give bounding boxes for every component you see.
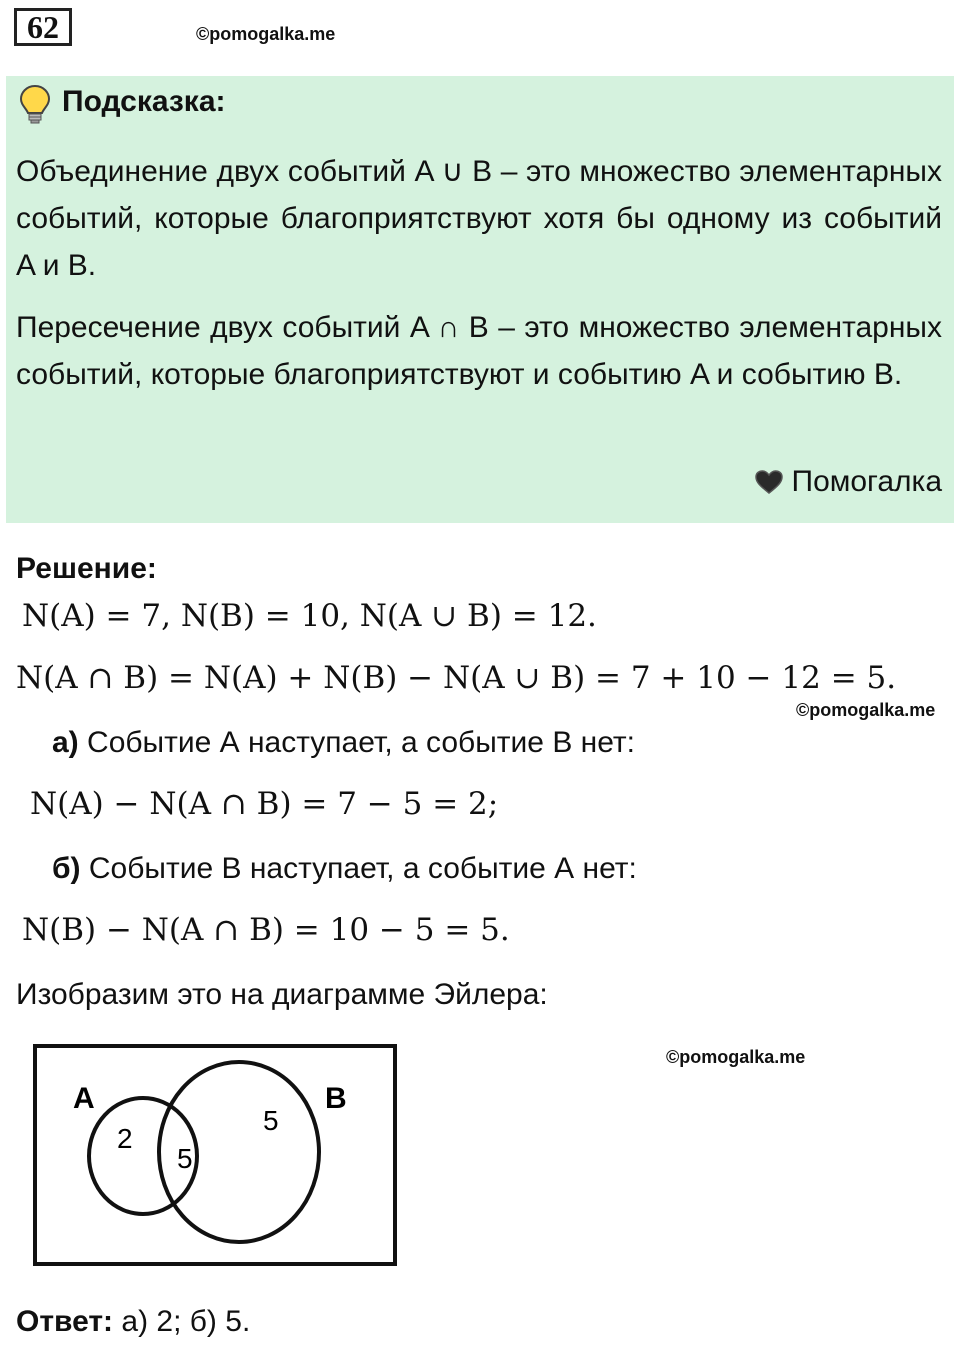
equation-intersection: N(A ∩ B) = N(A) + N(B) − N(A ∪ B) = 7 + 10 − 12 = 5. (16, 660, 897, 696)
heart-icon (754, 469, 784, 495)
task-number: 62 (14, 8, 72, 46)
solution-heading: Решение: (16, 552, 157, 585)
hint-paragraph-union: Объединение двух событий A ∪ B – это множество элементарных событий, которые благоприятствуют хотя бы одному из событий A и B. (16, 155, 942, 282)
hint-title: Подсказка: (62, 85, 226, 118)
part-a-description: Событие А наступает, а событие В нет: (78, 726, 635, 759)
answer-label: Ответ: (16, 1305, 114, 1338)
watermark: ©pomogalka.me (196, 24, 336, 44)
hint-paragraph-intersection: Пересечение двух событий A ∩ B – это множество элементарных событий, которые благоприятствуют и событию A и событию B. (16, 311, 942, 391)
part-a-text (52, 726, 635, 760)
signature-text: Помогалка (791, 465, 942, 498)
part-b-text (52, 852, 637, 886)
answer-text: а) 2; б) 5. (113, 1305, 251, 1338)
label-b: B (325, 1082, 347, 1115)
equation-part-a: N(A) − N(A ∩ B) = 7 − 5 = 2; (30, 786, 499, 822)
equation-part-b: N(B) − N(A ∩ B) = 10 − 5 = 5. (22, 912, 510, 948)
answer (16, 1305, 250, 1339)
hint-box (6, 76, 954, 523)
watermark: ©pomogalka.me (666, 1047, 806, 1067)
value-only-b: 5 (263, 1105, 279, 1136)
value-only-a: 2 (117, 1123, 133, 1154)
label-a: A (73, 1082, 95, 1115)
hint-signature (754, 465, 943, 499)
watermark: ©pomogalka.me (796, 700, 936, 720)
lightbulb-icon (18, 84, 52, 126)
euler-diagram (33, 1044, 397, 1266)
value-intersection: 5 (177, 1143, 193, 1174)
part-b-label: б) (52, 852, 81, 885)
part-a-label: а) (52, 726, 79, 759)
part-b-description: Событие В наступает, а событие А нет: (80, 852, 637, 885)
diagram-caption: Изобразим это на диаграмме Эйлера: (16, 978, 548, 1011)
equation-given: N(A) = 7, N(B) = 10, N(A ∪ B) = 12. (22, 598, 597, 634)
